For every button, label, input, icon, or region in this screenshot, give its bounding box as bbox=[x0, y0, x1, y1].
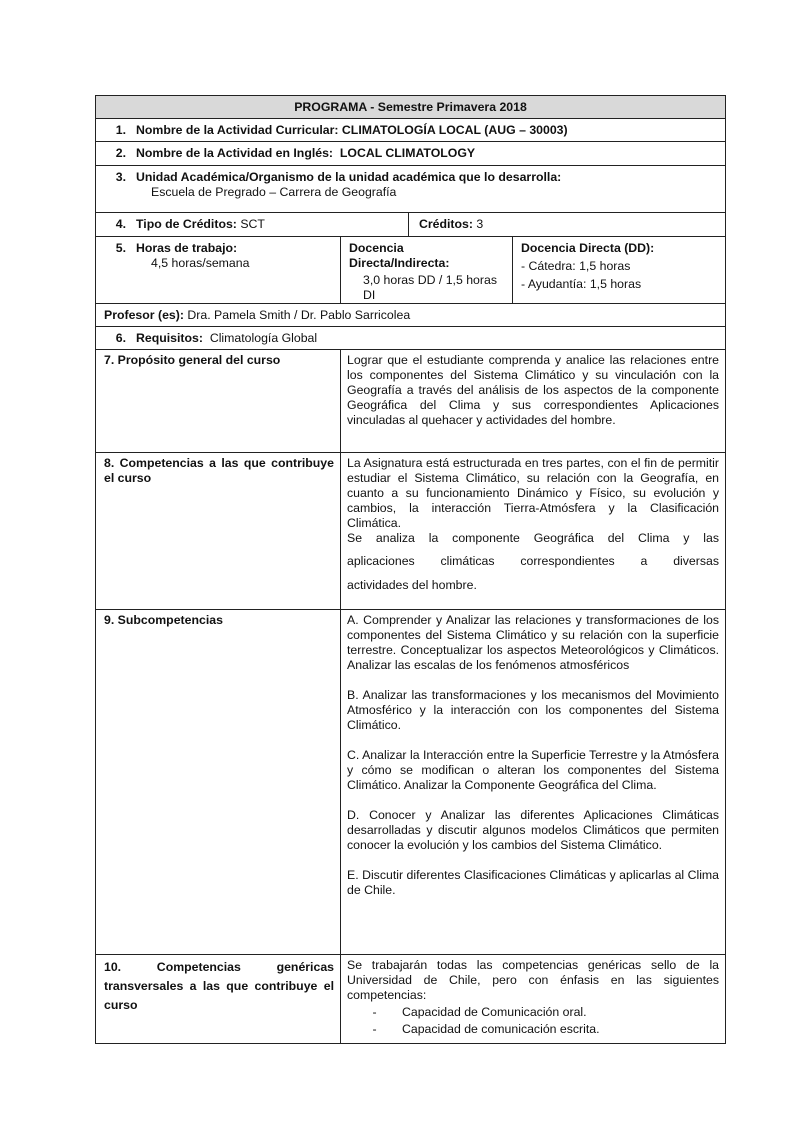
academic-unit-value: Escuela de Pregrado – Carrera de Geografía bbox=[151, 185, 397, 199]
subcompetency-item: D. Conocer y Analizar las diferentes Aplicaciones Climáticas desarrolladas y discutir algunos modelos Climáticos que permiten conocer la evolución y los cambios del Sistema Climático. bbox=[347, 808, 720, 852]
direct-indirect-label: Docencia Directa/Indirecta: bbox=[349, 241, 450, 270]
row-activity-name bbox=[96, 119, 726, 142]
requirements-value: Climatología Global bbox=[209, 330, 318, 345]
competencies-paragraph: La Asignatura está estructurada en tres partes, con el fin de permitir estudiar el Sistema Climático, su relación con la Geografía, en cuanto a su funcionamiento Dinámico y Físico, su evolución y cambios, la interacción Tierra-Atmósfera y la Clasificación Climática. bbox=[347, 456, 720, 530]
professors-value: Dra. Pamela Smith / Dr. Pablo Sarricolea bbox=[187, 307, 411, 322]
subcompetencies-label: 9. Subcompetencias bbox=[96, 610, 341, 955]
credits-value: 3 bbox=[476, 217, 484, 231]
row-credit-type bbox=[96, 213, 726, 237]
generic-competencies-label: 10. Competencias genéricas transversales a las que contribuye el curso bbox=[96, 955, 341, 1044]
generic-competencies-intro: Se trabajarán todas las competencias genéricas sello de la Universidad de Chile, pero con énfasis en las siguientes competencias: bbox=[347, 958, 720, 1002]
direct-teaching-item: - Ayudantía: 1,5 horas bbox=[521, 277, 642, 291]
english-name-label: Nombre de la Actividad en Inglés: bbox=[136, 146, 334, 160]
direct-teaching-item: - Cátedra: 1,5 horas bbox=[521, 259, 631, 273]
subcompetency-item: E. Discutir diferentes Clasificaciones Climáticas y aplicarlas al Clima de Chile. bbox=[347, 868, 720, 897]
work-hours-value: 4,5 horas/semana bbox=[151, 256, 250, 270]
credit-type-value: SCT bbox=[240, 217, 265, 231]
row-english-name bbox=[96, 142, 726, 166]
row-generic-competencies bbox=[96, 955, 726, 1044]
english-name-value: LOCAL CLIMATOLOGY bbox=[339, 146, 476, 160]
row-number: 5. bbox=[115, 241, 126, 255]
credits-label: Créditos: bbox=[419, 217, 473, 231]
row-number: 6. bbox=[115, 330, 126, 345]
competencies-label: 8. Competencias a las que contribuye el curso bbox=[96, 453, 341, 610]
generic-competency-bullet: - Capacidad de comunicación escrita. bbox=[347, 1022, 719, 1037]
header-row bbox=[96, 96, 726, 119]
competencies-paragraph: Se analiza la componente Geográfica del Clima y las bbox=[347, 531, 720, 545]
purpose-label: 7. Propósito general del curso bbox=[96, 350, 341, 453]
requirements-label: Requisitos: bbox=[136, 330, 203, 345]
subcompetency-item: A. Comprender y Analizar las relaciones y transformaciones de los componentes del Sistema Climático y su relación con la superficie terrestre. Conceptualizar los aspectos Meteorológicos y Climáticos. Analizar las escalas de los fenómenos atmosféricos bbox=[347, 613, 720, 672]
row-subcompetencies bbox=[96, 610, 726, 955]
dash-bullet-icon: - bbox=[372, 1005, 377, 1019]
row-purpose bbox=[96, 350, 726, 453]
row-academic-unit bbox=[96, 166, 726, 213]
row-requirements bbox=[96, 327, 726, 350]
program-title: PROGRAMA - Semestre Primavera 2018 bbox=[96, 96, 726, 119]
row-number: 2. bbox=[115, 146, 126, 160]
row-work-hours bbox=[96, 237, 726, 304]
competencies-paragraph: aplicaciones climáticas correspondientes a diversas bbox=[347, 554, 720, 568]
competencies-paragraph: actividades del hombre. bbox=[347, 578, 477, 592]
activity-name-label: Nombre de la Actividad Curricular: bbox=[136, 122, 339, 137]
row-number: 4. bbox=[115, 217, 126, 231]
row-competencies bbox=[96, 453, 726, 610]
purpose-text: Lograr que el estudiante comprenda y analice las relaciones entre los componentes del Sistema Climático y su vinculación con la Geografía a través del análisis de los aspectos de la componente Geográfica del Clima y sus correspondientes Aplicaciones vinculadas al quehacer y actividades del hombre. bbox=[341, 350, 726, 453]
subcompetency-item: B. Analizar las transformaciones y los mecanismos del Movimiento Atmosférico y la interacción con los componentes del Sistema Climático. bbox=[347, 688, 720, 732]
work-hours-label: Horas de trabajo: bbox=[136, 241, 238, 255]
credit-type-label: Tipo de Créditos: bbox=[136, 217, 237, 231]
row-number: 1. bbox=[115, 122, 126, 137]
row-professors bbox=[96, 304, 726, 327]
direct-teaching-label: Docencia Directa (DD): bbox=[521, 241, 655, 255]
activity-name-value: CLIMATOLOGÍA LOCAL (AUG – 30003) bbox=[341, 122, 568, 137]
row-number: 3. bbox=[115, 170, 126, 184]
professors-label: Profesor (es): bbox=[104, 307, 184, 322]
direct-indirect-value: 3,0 horas DD / 1,5 horas DI bbox=[363, 273, 497, 302]
subcompetency-item: C. Analizar la Interacción entre la Superficie Terrestre y la Atmósfera y cómo se modifican o alteran los componentes del Sistema Climático. Analizar la Componente Geográfica del Clima. bbox=[347, 748, 720, 792]
dash-bullet-icon: - bbox=[372, 1022, 377, 1036]
generic-competency-bullet: - Capacidad de Comunicación oral. bbox=[347, 1005, 719, 1020]
academic-unit-label: Unidad Académica/Organismo de la unidad académica que lo desarrolla: bbox=[136, 170, 562, 184]
course-program-table bbox=[95, 95, 726, 1044]
